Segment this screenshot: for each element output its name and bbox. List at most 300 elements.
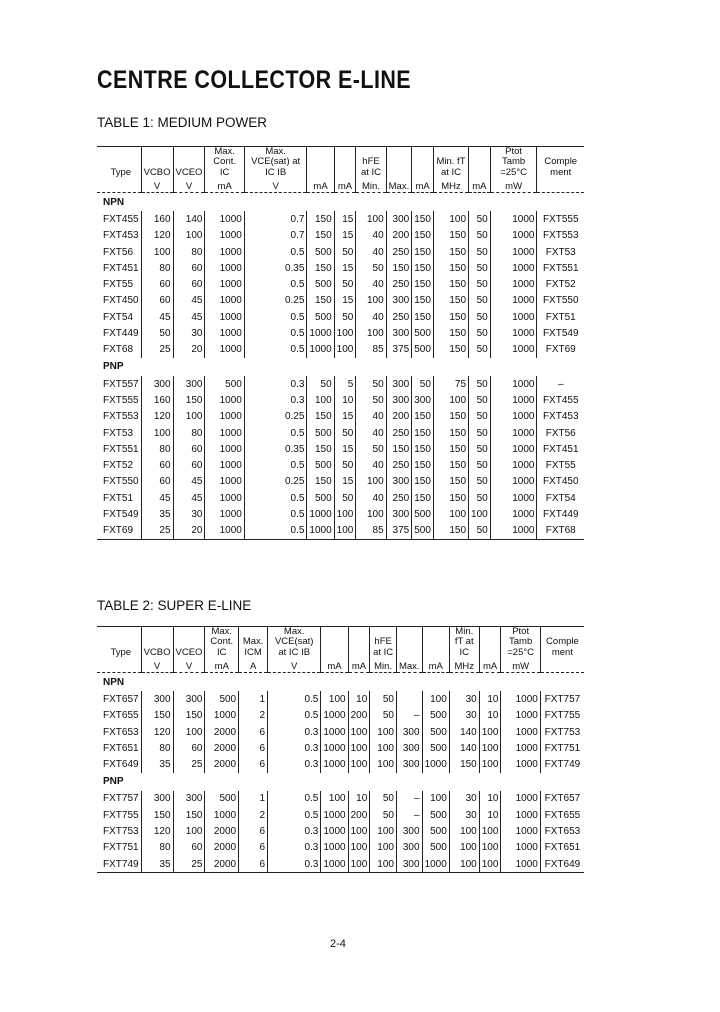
table-cell: 1000 xyxy=(205,244,244,260)
table-cell: 1000 xyxy=(490,376,537,392)
table-cell: 150 xyxy=(307,409,334,425)
table-cell: 1000 xyxy=(490,474,537,490)
table-cell: 0.5 xyxy=(244,506,307,522)
unit-cell: Max. xyxy=(396,658,422,673)
table-cell: 300 xyxy=(386,376,412,392)
table-cell: 300 xyxy=(386,474,412,490)
header-cell xyxy=(334,147,356,179)
table-cell: 35 xyxy=(141,506,173,522)
table-row xyxy=(97,840,584,856)
table-cell: 1000 xyxy=(422,856,449,873)
table-cell: 50 xyxy=(469,425,491,441)
table-row xyxy=(97,740,584,756)
table-cell: 50 xyxy=(469,260,491,276)
table-cell: 50 xyxy=(412,376,434,392)
table-cell: FXT657 xyxy=(540,791,584,807)
table-cell: 120 xyxy=(141,823,173,839)
table-cell: 30 xyxy=(173,506,205,522)
table-cell: 6 xyxy=(239,757,268,773)
table-row xyxy=(97,791,584,807)
table-cell: FXT553 xyxy=(103,411,139,423)
table-row xyxy=(97,325,584,341)
table-cell: 0.25 xyxy=(244,409,307,425)
table-cell: 1000 xyxy=(321,724,348,740)
table-cell: 100 xyxy=(356,211,386,227)
table-cell: 150 xyxy=(307,228,334,244)
table-cell: 100 xyxy=(321,691,348,707)
table-cell: FXT751 xyxy=(540,740,584,756)
table-cell: 500 xyxy=(422,740,449,756)
table-cell: 6 xyxy=(239,740,268,756)
table-cell: 0.5 xyxy=(268,791,321,807)
table-cell: FXT553 xyxy=(537,228,584,244)
unit-cell: A xyxy=(239,658,268,673)
table-cell: 50 xyxy=(469,457,491,473)
table-cell: 0.5 xyxy=(244,325,307,341)
table-cell: 1000 xyxy=(205,392,244,408)
table-cell: 500 xyxy=(422,724,449,740)
table-cell: 1000 xyxy=(490,409,537,425)
table-cell: 150 xyxy=(433,293,468,309)
table-cell: 1000 xyxy=(307,342,334,358)
table-cell: 40 xyxy=(356,425,386,441)
table-cell: 100 xyxy=(433,506,468,522)
table-cell: 150 xyxy=(307,211,334,227)
unit-cell: Max. xyxy=(386,178,412,193)
table-cell: FXT55 xyxy=(537,457,584,473)
table-cell: 500 xyxy=(307,244,334,260)
table-cell: FXT557 xyxy=(103,378,139,390)
table-cell: 15 xyxy=(334,293,356,309)
table-cell: – xyxy=(396,708,422,724)
table-cell: 250 xyxy=(386,490,412,506)
table-cell: 2000 xyxy=(205,840,239,856)
table-cell: 2 xyxy=(239,807,268,823)
table-cell: FXT453 xyxy=(537,409,584,425)
table-cell: 500 xyxy=(412,342,434,358)
table-cell: 50 xyxy=(334,244,356,260)
table-cell: FXT56 xyxy=(537,425,584,441)
table-cell: 45 xyxy=(141,309,173,325)
table-cell: FXT757 xyxy=(540,691,584,707)
table-cell: 50 xyxy=(334,277,356,293)
table-cell: 500 xyxy=(307,457,334,473)
table-cell: FXT749 xyxy=(97,856,141,873)
table-cell: FXT549 xyxy=(537,325,584,341)
table-cell: 1000 xyxy=(205,506,244,522)
table-cell: 1000 xyxy=(501,740,540,756)
table-cell: 6 xyxy=(239,840,268,856)
table-cell: FXT749 xyxy=(540,757,584,773)
table-cell: 50 xyxy=(469,342,491,358)
table-cell: 200 xyxy=(348,807,370,823)
table-cell: 10 xyxy=(348,691,370,707)
table-cell: 150 xyxy=(433,325,468,341)
table-cell: 45 xyxy=(173,309,205,325)
table-cell: 60 xyxy=(173,441,205,457)
table-cell: 150 xyxy=(412,228,434,244)
table-row xyxy=(97,457,584,473)
table-cell: FXT450 xyxy=(537,474,584,490)
table-cell: 1000 xyxy=(321,856,348,873)
table-cell: 1 xyxy=(239,791,268,807)
table-cell: 25 xyxy=(141,523,173,540)
table-cell: 150 xyxy=(412,277,434,293)
table-cell: 1000 xyxy=(490,325,537,341)
table-cell: 120 xyxy=(141,409,173,425)
table-cell: FXT555 xyxy=(103,394,139,406)
table-cell: 50 xyxy=(469,244,491,260)
table-cell: 100 xyxy=(422,691,449,707)
table-cell: 500 xyxy=(422,823,449,839)
table-cell: 150 xyxy=(433,425,468,441)
table-row xyxy=(97,376,584,392)
header-cell: hFE at IC xyxy=(370,627,397,659)
table-cell: 150 xyxy=(449,757,479,773)
table-cell: 140 xyxy=(173,211,205,227)
table-cell: 100 xyxy=(348,840,370,856)
table-cell: 1000 xyxy=(321,807,348,823)
header-row xyxy=(97,147,584,179)
table-cell: 1000 xyxy=(205,474,244,490)
table-cell: 1000 xyxy=(307,325,334,341)
table-cell: 15 xyxy=(334,441,356,457)
header-cell: VCEO xyxy=(173,627,205,659)
table-cell: 300 xyxy=(396,724,422,740)
table-cell: 1000 xyxy=(205,409,244,425)
table-cell: FXT54 xyxy=(103,311,134,323)
table-cell: 60 xyxy=(141,293,173,309)
header-cell: Max. VCE(sat) at IC IB xyxy=(268,627,321,659)
table-cell: 1000 xyxy=(205,277,244,293)
table-cell: 50 xyxy=(469,523,491,540)
table-cell: 1000 xyxy=(205,441,244,457)
table-cell: 1000 xyxy=(501,791,540,807)
unit-cell: MHz xyxy=(449,658,479,673)
table-cell: 45 xyxy=(173,293,205,309)
table-cell: 300 xyxy=(141,691,173,707)
table-cell: 300 xyxy=(396,823,422,839)
table-cell: 1000 xyxy=(490,506,537,522)
table-cell: 15 xyxy=(334,409,356,425)
table-row xyxy=(97,856,584,873)
table-cell: 150 xyxy=(412,211,434,227)
table-cell: 1000 xyxy=(205,342,244,358)
table-cell: 25 xyxy=(173,757,205,773)
table-cell: FXT551 xyxy=(537,260,584,276)
header-cell xyxy=(386,147,412,179)
header-row xyxy=(97,627,584,659)
table-cell: 0.7 xyxy=(244,211,307,227)
table-cell: 1000 xyxy=(490,277,537,293)
unit-cell xyxy=(540,658,584,673)
table-cell: 40 xyxy=(356,457,386,473)
group-label: NPN xyxy=(103,676,125,688)
table-cell: 1000 xyxy=(490,228,537,244)
table-cell: 0.7 xyxy=(244,228,307,244)
table-row xyxy=(97,506,584,522)
table-cell: FXT655 xyxy=(103,710,139,722)
table-row xyxy=(97,523,584,540)
table-cell: 100 xyxy=(348,740,370,756)
table-cell: 50 xyxy=(469,490,491,506)
unit-cell: V xyxy=(141,178,173,193)
table-cell: 100 xyxy=(370,724,397,740)
header-cell: hFE at IC xyxy=(356,147,386,179)
table-cell: 500 xyxy=(307,490,334,506)
table-cell: 1000 xyxy=(501,757,540,773)
table-cell: 0.5 xyxy=(244,244,307,260)
table-cell: 50 xyxy=(334,425,356,441)
table-cell: 150 xyxy=(433,457,468,473)
table-cell: FXT757 xyxy=(103,793,139,805)
table-cell: 0.25 xyxy=(244,293,307,309)
table-cell: 1000 xyxy=(205,523,244,540)
table-cell: 300 xyxy=(386,293,412,309)
table-cell: 100 xyxy=(433,392,468,408)
unit-cell: V xyxy=(141,658,173,673)
table-row xyxy=(97,392,584,408)
table-cell: 0.35 xyxy=(244,260,307,276)
table-cell: FXT555 xyxy=(537,211,584,227)
table-cell: 50 xyxy=(469,325,491,341)
header-cell xyxy=(412,147,434,179)
table-cell: 50 xyxy=(370,791,397,807)
table-cell: 1000 xyxy=(490,293,537,309)
table-cell: 500 xyxy=(205,691,239,707)
table-row xyxy=(97,277,584,293)
table-cell: 150 xyxy=(173,807,205,823)
table-cell: 50 xyxy=(469,376,491,392)
table-cell: 1000 xyxy=(490,457,537,473)
table-cell: 10 xyxy=(479,807,501,823)
table-cell: 1000 xyxy=(205,325,244,341)
table-cell: 100 xyxy=(370,840,397,856)
table-cell: 200 xyxy=(386,228,412,244)
table-cell: 30 xyxy=(449,807,479,823)
table-cell: 100 xyxy=(321,791,348,807)
table-row xyxy=(97,757,584,773)
table-cell: 1000 xyxy=(501,807,540,823)
table-cell: 150 xyxy=(433,228,468,244)
table-cell: 1000 xyxy=(490,309,537,325)
table-cell: 250 xyxy=(386,309,412,325)
table-cell: 25 xyxy=(141,342,173,358)
table-cell: FXT450 xyxy=(103,295,139,307)
table-cell: 0.3 xyxy=(244,392,307,408)
table-cell: 85 xyxy=(356,342,386,358)
table-cell: 300 xyxy=(396,856,422,873)
table-cell: 0.5 xyxy=(268,691,321,707)
table-cell: 50 xyxy=(356,441,386,457)
unit-cell: mA xyxy=(469,178,491,193)
header-cell xyxy=(396,627,422,659)
table-cell: 100 xyxy=(479,823,501,839)
table-cell: FXT451 xyxy=(103,262,139,274)
unit-cell: Min. xyxy=(356,178,386,193)
table-cell: 50 xyxy=(370,708,397,724)
table-cell: FXT69 xyxy=(537,342,584,358)
table-cell: 100 xyxy=(307,392,334,408)
table-cell: 60 xyxy=(141,457,173,473)
table-cell: FXT53 xyxy=(103,427,134,439)
table-cell: 6 xyxy=(239,823,268,839)
table-cell: 0.5 xyxy=(244,342,307,358)
table-cell: 1000 xyxy=(501,856,540,873)
table-cell: 100 xyxy=(141,425,173,441)
table-cell: 2000 xyxy=(205,724,239,740)
table-cell: 60 xyxy=(141,277,173,293)
table-cell: FXT653 xyxy=(540,823,584,839)
table-cell: 1000 xyxy=(205,457,244,473)
table-row xyxy=(97,309,584,325)
table1-caption: TABLE 1: MEDIUM POWER xyxy=(97,115,268,130)
table-cell: 1000 xyxy=(321,840,348,856)
table-cell: 30 xyxy=(449,791,479,807)
table-cell: 150 xyxy=(307,441,334,457)
table-cell: FXT657 xyxy=(103,693,139,705)
table-row xyxy=(97,260,584,276)
table-cell: 2000 xyxy=(205,740,239,756)
table-cell: 1000 xyxy=(490,392,537,408)
table-cell: 50 xyxy=(356,376,386,392)
units-row xyxy=(97,178,584,193)
table-cell: 500 xyxy=(307,277,334,293)
table-cell: 300 xyxy=(412,392,434,408)
table-cell: FXT549 xyxy=(103,509,139,520)
table-cell: 500 xyxy=(205,376,244,392)
table-row xyxy=(97,425,584,441)
table-cell: 1000 xyxy=(307,506,334,522)
table-cell: 150 xyxy=(412,490,434,506)
table-cell: 100 xyxy=(173,409,205,425)
table-cell: 250 xyxy=(386,244,412,260)
unit-cell: mA xyxy=(205,178,244,193)
table-cell: 1000 xyxy=(490,342,537,358)
table-cell: 500 xyxy=(307,309,334,325)
table-cell: 6 xyxy=(239,724,268,740)
table-cell: 50 xyxy=(469,474,491,490)
table-row xyxy=(97,823,584,839)
table-row xyxy=(97,807,584,823)
table-cell: 300 xyxy=(386,325,412,341)
table-cell: 100 xyxy=(479,740,501,756)
table-cell: 100 xyxy=(356,325,386,341)
table-cell: 2000 xyxy=(205,823,239,839)
table-cell: 1000 xyxy=(490,244,537,260)
table-cell: 100 xyxy=(356,506,386,522)
table-cell: 100 xyxy=(173,823,205,839)
table-cell: FXT751 xyxy=(103,842,139,854)
group-label: NPN xyxy=(103,196,125,208)
table-cell: 30 xyxy=(449,708,479,724)
table-cell: 1000 xyxy=(490,260,537,276)
table-cell: 50 xyxy=(334,490,356,506)
table-row xyxy=(97,691,584,707)
table-cell: 10 xyxy=(334,392,356,408)
table-cell: 300 xyxy=(396,840,422,856)
unit-cell: V xyxy=(173,178,205,193)
header-cell: Min. fT at IC xyxy=(433,147,468,179)
unit-cell: mA xyxy=(321,658,348,673)
table-cell: 100 xyxy=(348,823,370,839)
table-cell: 45 xyxy=(173,490,205,506)
table-cell: 0.35 xyxy=(244,441,307,457)
table-cell: 1000 xyxy=(205,228,244,244)
table-cell: 100 xyxy=(356,293,386,309)
unit-cell: mA xyxy=(334,178,356,193)
table-cell: 1000 xyxy=(501,840,540,856)
table-cell: 150 xyxy=(386,441,412,457)
header-cell: Ptot Tamb =25°C xyxy=(490,147,537,179)
table-cell: 50 xyxy=(469,409,491,425)
table-cell: 15 xyxy=(334,474,356,490)
table-cell: 100 xyxy=(469,506,491,522)
table-cell: FXT651 xyxy=(103,742,139,754)
unit-cell: V xyxy=(173,658,205,673)
table-cell: 300 xyxy=(396,757,422,773)
table-cell: 1000 xyxy=(501,724,540,740)
table-cell: 50 xyxy=(469,441,491,457)
table-cell: 375 xyxy=(386,342,412,358)
medium-power-table xyxy=(97,146,584,540)
table-cell: FXT755 xyxy=(540,708,584,724)
header-cell xyxy=(321,627,348,659)
table-row xyxy=(97,342,584,358)
table-cell: FXT69 xyxy=(97,523,141,540)
table-cell: 150 xyxy=(412,457,434,473)
table-row xyxy=(97,724,584,740)
unit-cell: MHz xyxy=(433,178,468,193)
table-cell: 500 xyxy=(412,325,434,341)
table-cell: 150 xyxy=(433,244,468,260)
table-cell: 80 xyxy=(141,740,173,756)
table-cell: 5 xyxy=(334,376,356,392)
table-cell: FXT52 xyxy=(103,460,134,472)
table-cell: 300 xyxy=(141,791,173,807)
unit-cell: mW xyxy=(501,658,540,673)
table-cell: 120 xyxy=(141,228,173,244)
table-cell: 375 xyxy=(386,523,412,540)
table-cell: 150 xyxy=(412,244,434,260)
table-cell: 35 xyxy=(141,757,173,773)
table-cell: 0.3 xyxy=(268,823,321,839)
table-cell: FXT53 xyxy=(537,244,584,260)
table-row xyxy=(97,490,584,506)
header-cell: Comple ment xyxy=(540,627,584,659)
table-cell: 30 xyxy=(173,325,205,341)
table-cell: 1000 xyxy=(205,490,244,506)
group-label: PNP xyxy=(103,361,124,373)
table-cell: 1000 xyxy=(490,211,537,227)
table-cell: 0.5 xyxy=(244,457,307,473)
table-cell: 50 xyxy=(356,260,386,276)
table-cell: 150 xyxy=(433,474,468,490)
header-cell: Comple ment xyxy=(537,147,584,179)
table-cell: 150 xyxy=(412,260,434,276)
table-cell: FXT52 xyxy=(537,277,584,293)
table-cell: 100 xyxy=(348,856,370,873)
table-row xyxy=(97,228,584,244)
table-cell: 250 xyxy=(386,457,412,473)
table-cell: 300 xyxy=(141,376,173,392)
table-cell: 100 xyxy=(370,823,397,839)
unit-cell: mW xyxy=(490,178,537,193)
table-cell: FXT550 xyxy=(537,293,584,309)
table-cell: 100 xyxy=(479,856,501,873)
unit-cell: mA xyxy=(422,658,449,673)
table-cell: 1000 xyxy=(205,425,244,441)
